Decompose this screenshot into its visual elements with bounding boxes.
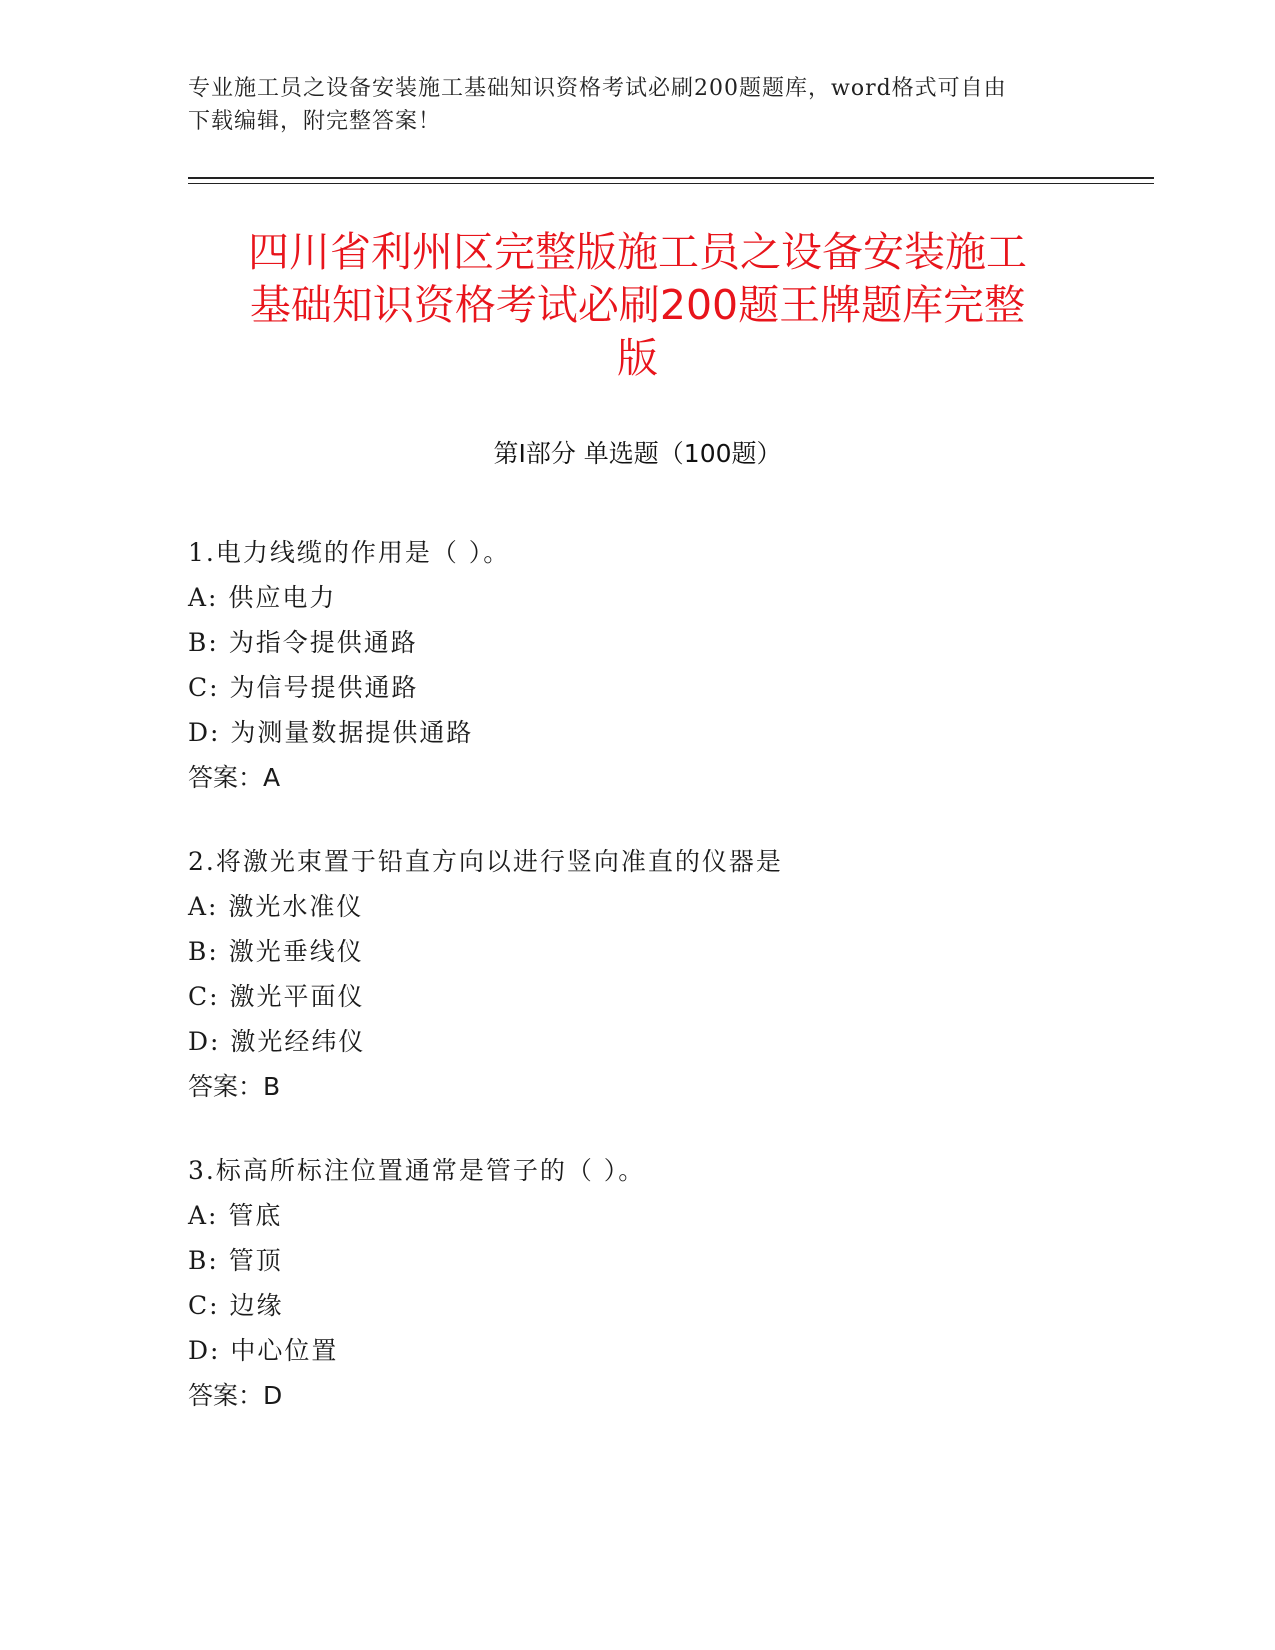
- option-c: C: 为信号提供通路: [188, 673, 419, 702]
- option-d: D: 中心位置: [188, 1336, 339, 1365]
- option-b: B: 管顶: [188, 1246, 283, 1275]
- section-heading: 第Ⅰ部分 单选题（100题）: [493, 439, 782, 468]
- document-title-line-3: 版: [617, 334, 658, 382]
- document-title-line-2: 基础知识资格考试必刷200题王牌题库完整: [249, 281, 1026, 329]
- option-c: C: 边缘: [188, 1291, 284, 1320]
- question-item: [188, 530, 1148, 800]
- header-note-line-1: 专业施工员之设备安装施工基础知识资格考试必刷200题题库，word格式可自由: [188, 76, 1007, 101]
- question-list: [188, 530, 1148, 1457]
- question-stem: 3.标高所标注位置通常是管子的（ ）。: [188, 1156, 646, 1185]
- question-item: [188, 1148, 1148, 1418]
- document-title: [190, 226, 1085, 385]
- question-stem: 1.电力线缆的作用是（ ）。: [188, 538, 511, 567]
- header-divider-thin: [188, 183, 1154, 184]
- option-a: A: 激光水准仪: [188, 892, 364, 921]
- option-b: B: 激光垂线仪: [188, 937, 364, 966]
- option-c: C: 激光平面仪: [188, 982, 365, 1011]
- answer-line: 答案：D: [188, 1381, 283, 1410]
- option-d: D: 为测量数据提供通路: [188, 718, 474, 747]
- document-title-line-1: 四川省利州区完整版施工员之设备安装施工: [248, 228, 1027, 276]
- option-a: A: 管底: [188, 1201, 283, 1230]
- header-note-line-2: 下载编辑，附完整答案！: [188, 109, 442, 134]
- option-d: D: 激光经纬仪: [188, 1027, 366, 1056]
- header-divider-thick: [188, 177, 1154, 179]
- answer-line: 答案：B: [188, 1072, 281, 1101]
- option-a: A: 供应电力: [188, 583, 337, 612]
- option-b: B: 为指令提供通路: [188, 628, 418, 657]
- header-note: [188, 72, 1088, 138]
- question-stem: 2.将激光束置于铅直方向以进行竖向准直的仪器是: [188, 847, 783, 876]
- question-item: [188, 839, 1148, 1109]
- answer-line: 答案：A: [188, 763, 281, 792]
